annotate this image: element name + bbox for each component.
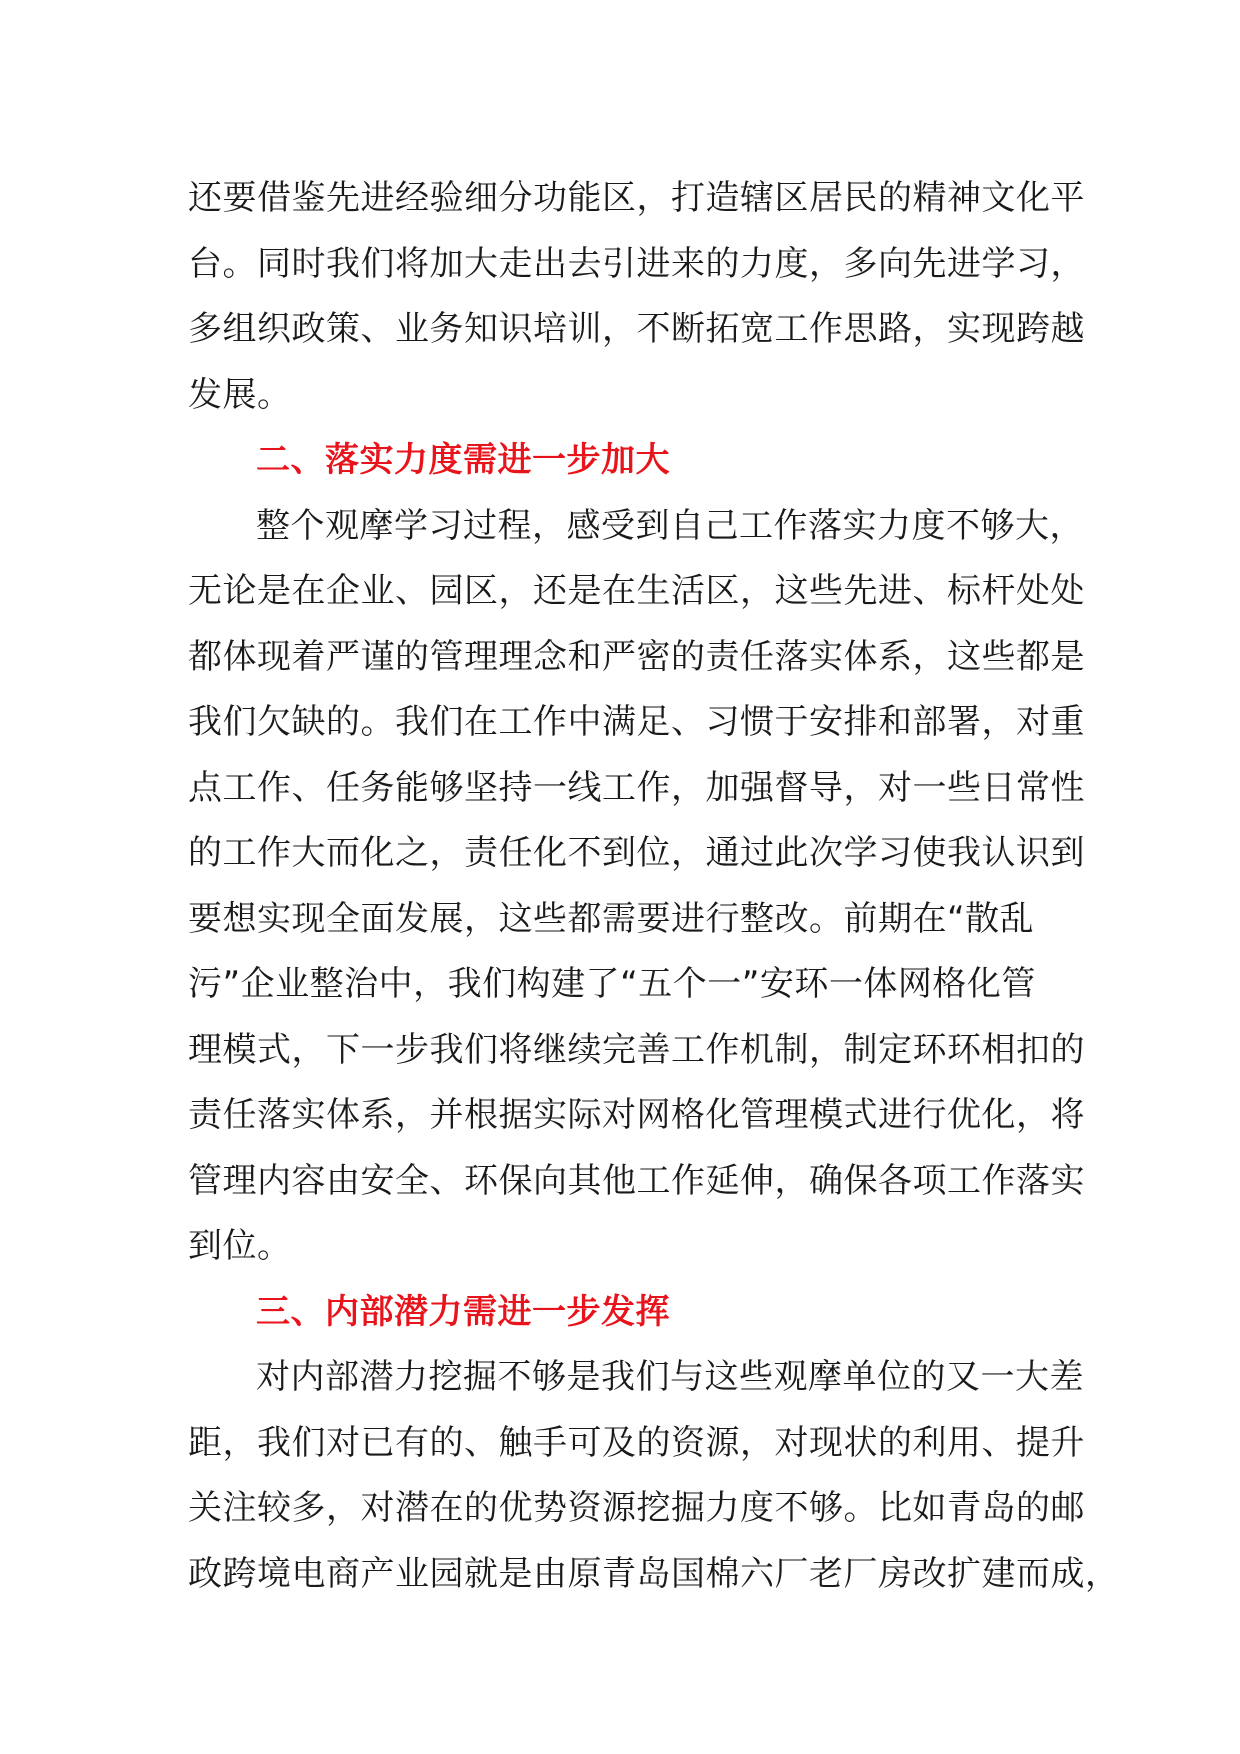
paragraph-line: 距，我们对已有的、触手可及的资源，对现状的利用、提升: [188, 1422, 1085, 1463]
paragraph-line: 管理内容由安全、环保向其他工作延伸，确保各项工作落实: [188, 1160, 1085, 1201]
paragraph-2: [188, 494, 1085, 1280]
paragraph-line: 都体现着严谨的管理理念和严密的责任落实体系，这些都是: [188, 636, 1085, 677]
paragraph-line: 点工作、任务能够坚持一线工作，加强督导，对一些日常性: [188, 767, 1085, 808]
paragraph-line: 整个观摩学习过程，感受到自己工作落实力度不够大，: [256, 505, 1084, 546]
paragraph-3: [188, 1345, 1120, 1607]
paragraph-line: 污”企业整治中，我们构建了“五个一”安环一体网格化管: [188, 964, 1036, 1004]
paragraph-line: 发展。: [188, 374, 292, 415]
paragraph-line: 的工作大而化之，责任化不到位，通过此次学习使我认识到: [188, 833, 1085, 873]
document-body: [188, 166, 1120, 1607]
paragraph-line: 台。同时我们将加大走出去引进来的力度，多向先进学习，: [188, 243, 1085, 284]
paragraph-line: 关注较多，对潜在的优势资源挖掘力度不够。比如青岛的邮: [188, 1488, 1085, 1528]
paragraph-1: [188, 166, 1085, 428]
paragraph-line: 责任落实体系，并根据实际对网格化管理模式进行优化，将: [188, 1095, 1085, 1135]
paragraph-line: 对内部潜力挖掘不够是我们与这些观摩单位的又一大差: [256, 1357, 1084, 1397]
section-heading-3: 三、内部潜力需进一步发挥: [256, 1291, 670, 1332]
paragraph-line: 多组织政策、业务知识培训，不断拓宽工作思路，实现跨越: [188, 309, 1085, 349]
paragraph-line: 政跨境电商产业园就是由原青岛国棉六厂老厂房改扩建而成，: [188, 1553, 1120, 1594]
paragraph-line: 无论是在企业、园区，还是在生活区，这些先进、标杆处处: [188, 571, 1085, 611]
paragraph-line: 到位。: [188, 1226, 292, 1266]
section-heading-2: 二、落实力度需进一步加大: [256, 440, 670, 480]
paragraph-line: 要想实现全面发展，这些都需要进行整改。前期在“散乱: [188, 898, 1035, 939]
paragraph-line: 我们欠缺的。我们在工作中满足、习惯于安排和部署，对重: [188, 702, 1085, 742]
paragraph-line: 还要借鉴先进经验细分功能区，打造辖区居民的精神文化平: [188, 178, 1085, 218]
paragraph-line: 理模式，下一步我们将继续完善工作机制，制定环环相扣的: [188, 1029, 1085, 1070]
